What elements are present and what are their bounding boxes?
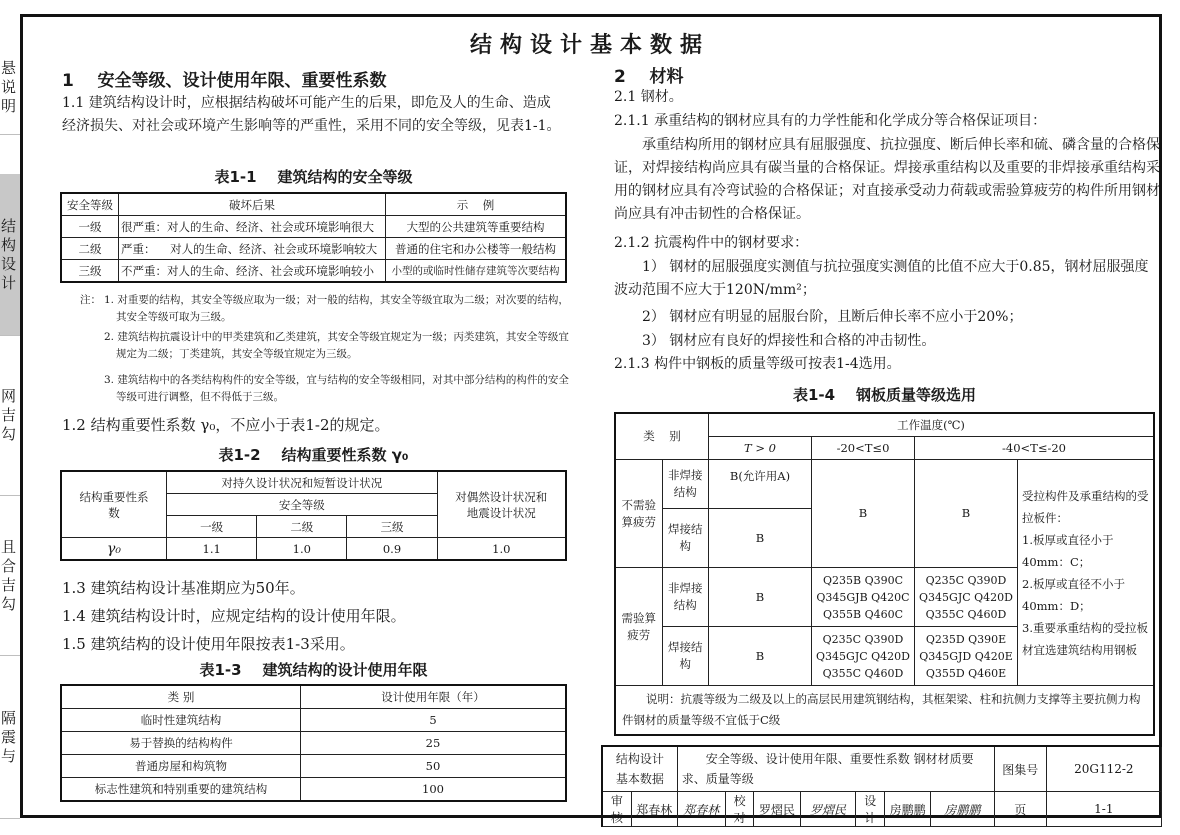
table-row <box>61 216 566 238</box>
table-header: -40<T≤-20 <box>915 437 1155 460</box>
checker-name: 罗熠民 <box>754 792 800 827</box>
table-header-row <box>61 685 566 709</box>
side-tab-label: 且 合 吉 勾 <box>0 537 16 613</box>
side-tab-isolation[interactable] <box>0 656 20 819</box>
side-tab-composite-structure[interactable] <box>0 496 20 656</box>
table-cell: γ₀ <box>61 538 167 561</box>
table-cell: 普通的住宅和办公楼等一般结构 <box>386 238 567 260</box>
table-cell: 非焊接结构 <box>662 568 708 627</box>
table-cell: 大型的公共建筑等重要结构 <box>386 216 567 238</box>
table-header: 三级 <box>347 516 437 538</box>
table-header: 安全等级 <box>167 494 438 516</box>
table-cell: B <box>709 509 812 568</box>
note-item-2: 2. 建筑结构抗震设计中的甲类建筑和乙类建筑，其安全等级宜规定为一级；丙类建筑，其安全等级宜规定为二级；丁类建筑，其安全等级宜规定为三级。 <box>104 331 569 360</box>
table-header-row <box>615 413 1154 437</box>
table-cell: 25 <box>301 732 567 755</box>
table-cell: 50 <box>301 755 567 778</box>
title-block-title: 安全等级、设计使用年限、重要性系数 钢材材质要求、质量等级 <box>677 746 994 792</box>
para-2-1-2: 2.1.2 抗震构件中的钢材要求： <box>614 235 809 251</box>
table-header: 设计使用年限（年） <box>301 685 567 709</box>
atlas-number: 20G112-2 <box>1046 746 1161 792</box>
table-row <box>615 686 1154 736</box>
designer-name: 房鹏鹏 <box>885 792 931 827</box>
table-cell: B <box>709 627 812 686</box>
note-item-1: 1. 对重要的结构，其安全等级应取为一级；对一般的结构，其安全等级宜取为二级；对次要的结构，其安全等级可取为三级。 <box>104 294 569 323</box>
table-header-row <box>61 471 566 494</box>
table-cell: 1.0 <box>257 538 347 561</box>
table-cell: 临时性建筑结构 <box>61 709 301 732</box>
table-side-note: 受拉构件及承重结构的受拉板件： 1.板厚或直径小于40mm：C； 2.板厚或直径不小于40mm：D； 3.重要承重结构的受拉板材宜选建筑结构用钢板 <box>1018 460 1155 686</box>
page-number: 1-1 <box>1046 792 1161 827</box>
side-tab-general-notes[interactable] <box>0 0 20 135</box>
table-cell: 标志性建筑和特别重要的建筑结构 <box>61 778 301 802</box>
table-header: 对持久设计状况和短暂设计状况 <box>167 471 438 494</box>
table-header: 结构重要性系数 <box>61 471 167 538</box>
table-1-4-steel-grade <box>614 412 1155 736</box>
table-row <box>61 755 566 778</box>
section1-heading: 1 安全等级、设计使用年限、重要性系数 <box>62 71 387 91</box>
check-label: 校对 <box>725 792 754 827</box>
table-cell: 很严重：对人的生命、经济、社会或环境影响很大 <box>119 216 386 238</box>
table-cell: B <box>812 460 915 568</box>
table-row <box>61 732 566 755</box>
table-cell: 焊接结构 <box>662 509 708 568</box>
table-header: 对偶然设计状况和地震设计状况 <box>437 471 566 538</box>
side-tab-label: 悬 说 明 <box>0 58 16 115</box>
table-1-2-importance-factor <box>60 470 567 561</box>
para-2-1-3: 2.1.3 构件中钢板的质量等级可按表1-4选用。 <box>614 356 901 372</box>
note-item-3: 3. 建筑结构中的各类结构构件的安全等级，宜与结构的安全等级相同，对其中部分结构的构件的安全等级可进行调整，但不得低于三级。 <box>104 374 569 403</box>
table-header: 二级 <box>257 516 347 538</box>
table-header: 一级 <box>167 516 257 538</box>
designer-signature: 房鹏鹏 <box>931 792 995 827</box>
table-header: 类 别 <box>615 413 709 460</box>
table-cell: 不严重：对人的生命、经济、社会或环境影响较小 <box>119 260 386 283</box>
table-explanation: 说明：抗震等级为二级及以上的高层民用建筑钢结构，其框架梁、柱和抗侧力支撑等主要抗侧力构件钢材的质量等级不宜低于C级 <box>615 686 1154 736</box>
table-header: 工作温度(℃) <box>709 413 1155 437</box>
table-cell: 易于替换的结构构件 <box>61 732 301 755</box>
title-block <box>601 745 1162 827</box>
table-cell: 非焊接结构 <box>662 460 708 509</box>
section2-heading: 2 材料 <box>614 67 684 87</box>
table-cell: B(允许用A) <box>709 460 812 509</box>
table-cell: 不需验算疲劳 <box>615 460 662 568</box>
table-cell: 需验算疲劳 <box>615 568 662 686</box>
table-cell: Q235B Q390C Q345GJB Q420C Q355B Q460C <box>812 568 915 627</box>
table-cell: 二级 <box>61 238 119 260</box>
side-tab-label: 网 吉 勾 <box>0 387 16 443</box>
design-label: 设计 <box>856 792 885 827</box>
table-header: T > 0 <box>709 437 812 460</box>
page-label: 页 <box>994 792 1046 827</box>
side-tab-label: 结 构 设 计 <box>0 216 16 292</box>
table-cell: 焊接结构 <box>662 627 708 686</box>
table1-1-caption: 表1-1 建筑结构的安全等级 <box>214 168 413 186</box>
table-row <box>61 778 566 802</box>
table1-3-caption: 表1-3 建筑结构的设计使用年限 <box>199 661 428 679</box>
table-row <box>61 260 566 283</box>
table-cell: B <box>915 460 1018 568</box>
table-cell: Q235C Q390D Q345GJC Q420D Q355C Q460D <box>915 568 1018 627</box>
title-block-row <box>602 746 1162 792</box>
table-header: -20<T≤0 <box>812 437 915 460</box>
para-1-3: 1.3 建筑结构设计基准期应为50年。 <box>62 579 305 597</box>
table-cell: 普通房屋和构筑物 <box>61 755 301 778</box>
table-cell: 0.9 <box>347 538 437 561</box>
table-cell: 1.0 <box>437 538 566 561</box>
table-row <box>61 538 566 561</box>
table-1-1-safety-levels <box>60 192 567 283</box>
table1-4-caption: 表1-4 钢板质量等级选用 <box>793 386 976 404</box>
table-1-3-service-life <box>60 684 567 802</box>
table-cell: 小型的或临时性储存建筑等次要结构 <box>386 260 567 283</box>
table-header-row <box>61 193 566 216</box>
table-row <box>615 460 1154 509</box>
table-cell: 1.1 <box>167 538 257 561</box>
table-row <box>61 238 566 260</box>
table1-2-caption: 表1-2 结构重要性系数 γ₀ <box>218 446 409 464</box>
side-tab-steel-structure[interactable] <box>0 336 20 496</box>
side-tab-label: 隔 震 与 <box>0 708 16 765</box>
notes-prefix: 注： <box>80 294 101 306</box>
table-cell: 三级 <box>61 260 119 283</box>
table-header: 类 别 <box>61 685 301 709</box>
side-tab-structural-design[interactable] <box>0 174 20 336</box>
table-cell: Q235D Q390E Q345GJD Q420E Q355D Q460E <box>915 627 1018 686</box>
para-1-1: 1.1 建筑结构设计时，应根据结构破坏可能产生的后果，即危及人的生命、造成经济损失、对社会或环境产生影响等的严重性，采用不同的安全等级，见表1-1。 <box>62 95 561 134</box>
title-block-category: 结构设计 基本数据 <box>602 746 677 792</box>
para-2-1-1: 2.1.1 承重结构的钢材应具有的力学性能和化学成分等合格保证项目： <box>614 113 1047 129</box>
reviewer-signature: 郑春林 <box>677 792 725 827</box>
title-block-row <box>602 792 1162 827</box>
table-header: 破坏后果 <box>119 193 386 216</box>
para-1-2: 1.2 结构重要性系数 γ₀，不应小于表1-2的规定。 <box>62 416 390 434</box>
table-header: 示 例 <box>386 193 567 216</box>
table-header: 安全等级 <box>61 193 119 216</box>
table-cell: 5 <box>301 709 567 732</box>
reviewer-name: 郑春林 <box>631 792 677 827</box>
review-label: 审核 <box>602 792 631 827</box>
atlas-label: 图集号 <box>994 746 1046 792</box>
requirement-1: 1） 钢材的屈服强度实测值与抗拉强度实测值的比值不应大于0.85，钢材屈服强度波动范围不应大于120N/mm²； <box>614 259 1149 298</box>
para-1-4: 1.4 建筑结构设计时，应规定结构的设计使用年限。 <box>62 607 406 625</box>
table-cell: 100 <box>301 778 567 802</box>
para-1-5: 1.5 建筑结构的设计使用年限按表1-3采用。 <box>62 635 355 653</box>
para-2-1-1-body: 承重结构所用的钢材应具有屈服强度、抗拉强度、断后伸长率和硫、磷含量的合格保证，对焊接结构尚应具有碳当量的合格保证。焊接承重结构以及重要的非焊接承重结构采用的钢材应具有冷弯试验的合格保证；对直接承受动力荷载或需验算疲劳的构件所用钢材尚应具有冲击韧性的合格保证。 <box>614 137 1160 222</box>
table-cell: 一级 <box>61 216 119 238</box>
requirement-3: 3） 钢材应有良好的焊接性和合格的冲击韧性。 <box>642 333 936 349</box>
para-2-1: 2.1 钢材。 <box>614 89 683 105</box>
table-cell: 严重： 对人的生命、经济、社会或环境影响较大 <box>119 238 386 260</box>
requirement-2: 2） 钢材应有明显的屈服台阶，且断后伸长率不应小于20%； <box>642 309 1023 325</box>
page-title: 结构设计基本数据 <box>469 33 710 58</box>
table-cell: B <box>709 568 812 627</box>
table-row <box>61 709 566 732</box>
table-cell: Q235C Q390D Q345GJC Q420D Q355C Q460D <box>812 627 915 686</box>
checker-signature: 罗熠民 <box>800 792 856 827</box>
